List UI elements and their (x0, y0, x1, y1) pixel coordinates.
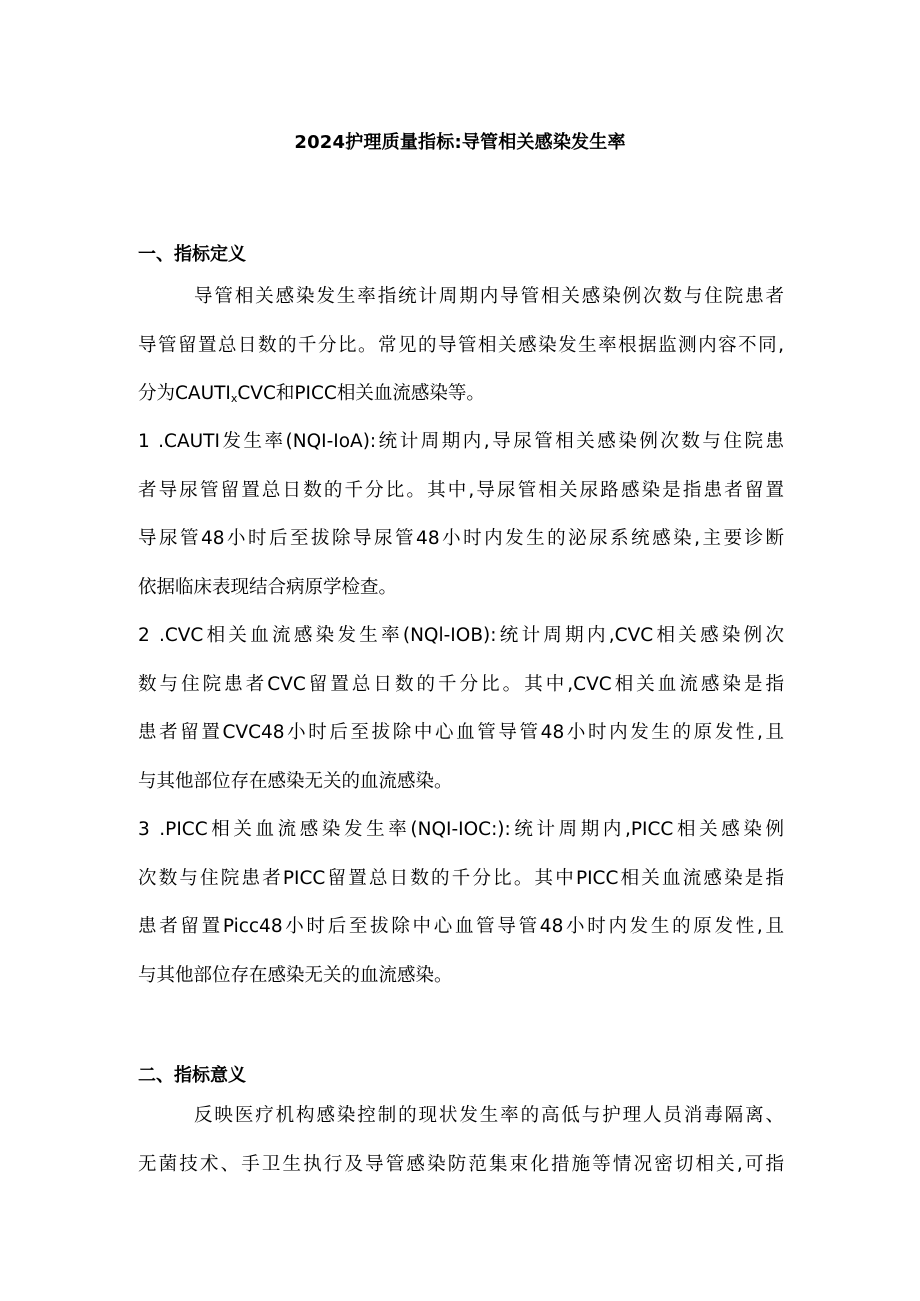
text-line: 患者留置Picc48小时后至拔除中心血管导管48小时内发生的原发性,且 (138, 916, 784, 937)
paragraph-significance (138, 1092, 784, 1189)
text-line: 者导尿管留置总日数的千分比。其中,导尿管相关尿路感染是指患者留置 (138, 479, 784, 501)
text-line: 依据临床表现结合病原学检查。 (138, 576, 398, 598)
text-line: 与其他部位存在感染无关的血流感染。 (138, 770, 453, 792)
text-line: 反映医疗机构感染控制的现状发生率的高低与护理人员消毒隔离、 (194, 1105, 784, 1126)
list-item-cauti (138, 418, 784, 612)
text-line: 导尿管48小时后至拔除导尿管48小时内发生的泌尿系统感染,主要诊断 (138, 528, 784, 549)
text-run: CVC和PICC相关血流感染等。 (237, 383, 485, 404)
text-line: 患者留置CVC48小时后至拔除中心血管导管48小时内发生的原发性,且 (138, 722, 784, 743)
text-line: 3 .PICC相关血流感染发生率(NQI-IOC:):统计周期内,PICC相关感染例 (138, 819, 784, 840)
list-item-cvc (138, 612, 784, 806)
text-line: 与其他部位存在感染无关的血流感染。 (138, 964, 453, 986)
text-line (138, 370, 784, 424)
text-line: 导管留置总日数的千分比。常见的导管相关感染发生率根据监测内容不同, (138, 334, 784, 356)
text-line: 无菌技术、手卫生执行及导管感染防范集束化措施等情况密切相关,可指 (138, 1153, 784, 1175)
list-item-picc (138, 806, 784, 1000)
subscript-text: x (230, 392, 238, 405)
section-heading-significance: 二、指标意义 (138, 1065, 246, 1086)
section-heading-definition: 一、指标定义 (138, 244, 246, 265)
paragraph-definition (138, 273, 784, 424)
text-line: 数与住院患者CVC留置总日数的千分比。其中,CVC相关血流感染是指 (138, 673, 784, 695)
text-line: 导管相关感染发生率指统计周期内导管相关感染例次数与住院患者 (194, 286, 784, 307)
text-line: 2 .CVC相关血流感染发生率(NQl-IOB):统计周期内,CVC相关感染例次 (138, 625, 784, 646)
text-run: 分为CAUTI (138, 383, 231, 404)
document-title: 2024护理质量指标:导管相关感染发生率 (294, 132, 626, 153)
text-line: 1 .CAUTI发生率(NQI-IoA):统计周期内,导尿管相关感染例次数与住院患 (138, 431, 784, 452)
text-line: 次数与住院患者PICC留置总日数的千分比。其中PICC相关血流感染是指 (138, 867, 784, 889)
